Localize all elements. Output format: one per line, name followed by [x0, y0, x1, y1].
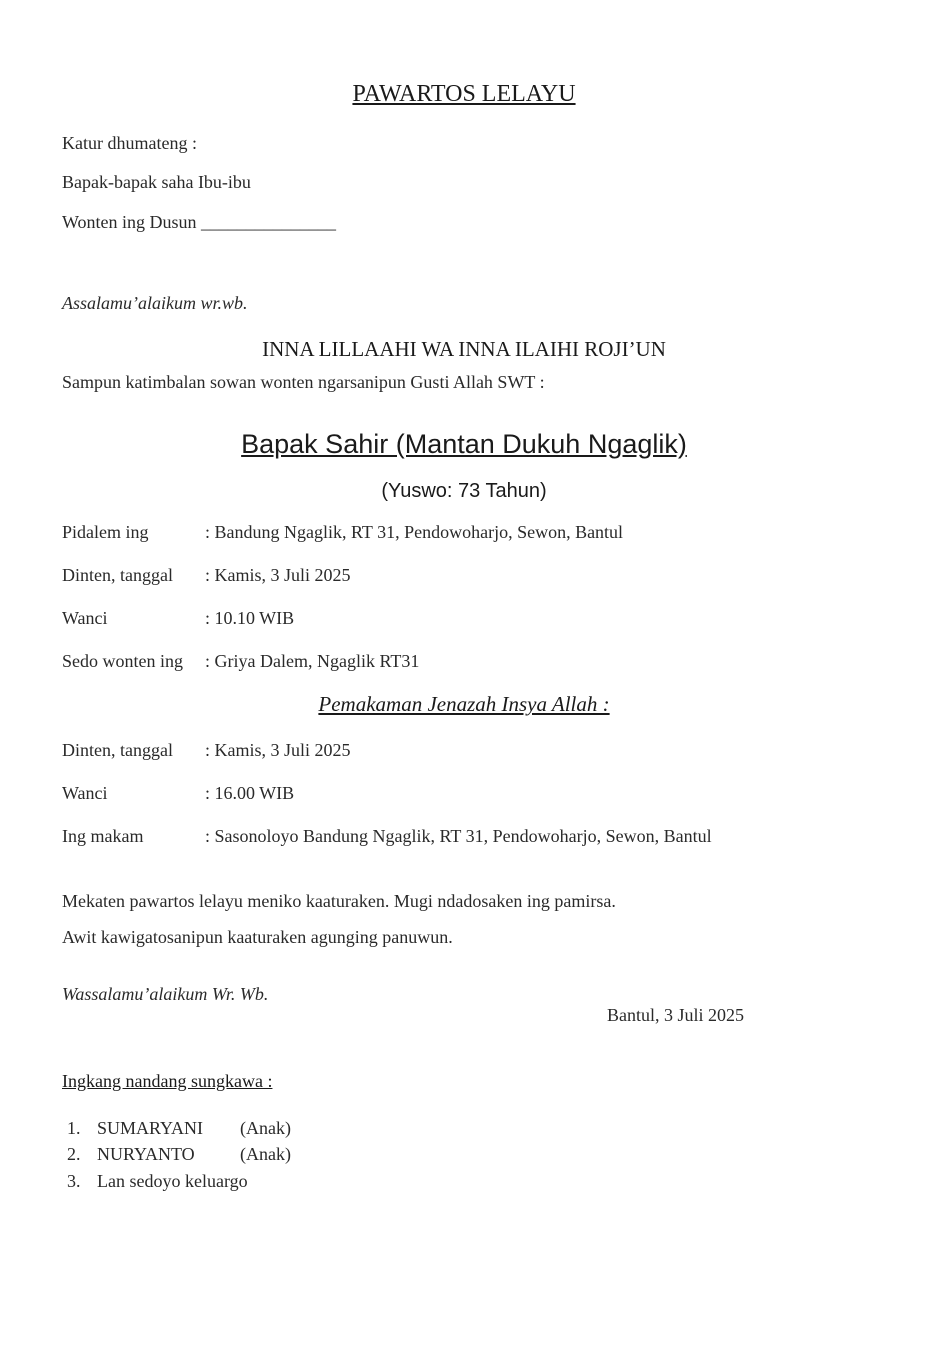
- list-item-name: NURYANTO: [97, 1144, 195, 1164]
- greeting: Assalamu’alaikum wr.wb.: [62, 293, 248, 313]
- place-date: Bantul, 3 Juli 2025: [607, 1005, 745, 1025]
- burial-value-date: : Kamis, 3 Juli 2025: [205, 740, 351, 760]
- farewell: Wassalamu’alaikum Wr. Wb.: [62, 984, 269, 1004]
- list-item-number: 1.: [67, 1118, 81, 1138]
- list-item-name: Lan sedoyo keluargo: [97, 1171, 248, 1191]
- deceased-age: (Yuswo: 73 Tahun): [381, 480, 547, 502]
- document-title: PAWARTOS LELAYU: [352, 81, 576, 107]
- detail-value-date: : Kamis, 3 Juli 2025: [205, 565, 351, 585]
- list-item-name: SUMARYANI: [97, 1118, 204, 1138]
- addressee-line-3: Wonten ing Dusun _______________: [62, 212, 337, 232]
- burial-label-date: Dinten, tanggal: [62, 740, 173, 760]
- detail-value-time: : 10.10 WIB: [205, 608, 295, 628]
- inna-lillahi-heading: INNA LILLAAHI WA INNA ILAIHI ROJI’UN: [262, 337, 666, 361]
- burial-heading: Pemakaman Jenazah Insya Allah :: [318, 692, 610, 716]
- list-item-number: 3.: [67, 1171, 81, 1191]
- closing-line-1: Mekaten pawartos lelayu meniko kaaturaken. Mugi ndadosaken ing pamirsa.: [62, 891, 616, 911]
- list-item-number: 2.: [67, 1144, 81, 1164]
- detail-value-place: : Griya Dalem, Ngaglik RT31: [205, 651, 420, 671]
- burial-value-cemetery: : Sasonoloyo Bandung Ngaglik, RT 31, Pendowoharjo, Sewon, Bantul: [205, 826, 712, 846]
- detail-label-time: Wanci: [62, 608, 108, 628]
- burial-label-time: Wanci: [62, 783, 108, 803]
- intro-text: Sampun katimbalan sowan wonten ngarsanipun Gusti Allah SWT :: [62, 372, 545, 392]
- heirs-title: Ingkang nandang sungkawa :: [62, 1071, 273, 1091]
- detail-value-residence: : Bandung Ngaglik, RT 31, Pendowoharjo, Sewon, Bantul: [205, 522, 624, 542]
- burial-value-time: : 16.00 WIB: [205, 783, 295, 803]
- list-item-role: (Anak): [240, 1144, 291, 1164]
- addressee-line-2: Bapak-bapak saha Ibu-ibu: [62, 172, 251, 192]
- addressee-line-1: Katur dhumateng :: [62, 133, 197, 153]
- detail-label-residence: Pidalem ing: [62, 522, 149, 542]
- list-item-role: (Anak): [240, 1118, 291, 1138]
- burial-label-cemetery: Ing makam: [62, 826, 144, 846]
- detail-label-place: Sedo wonten ing: [62, 651, 183, 671]
- detail-label-date: Dinten, tanggal: [62, 565, 173, 585]
- deceased-name: Bapak Sahir (Mantan Dukuh Ngaglik): [241, 429, 687, 459]
- closing-line-2: Awit kawigatosanipun kaaturaken agunging panuwun.: [62, 927, 453, 947]
